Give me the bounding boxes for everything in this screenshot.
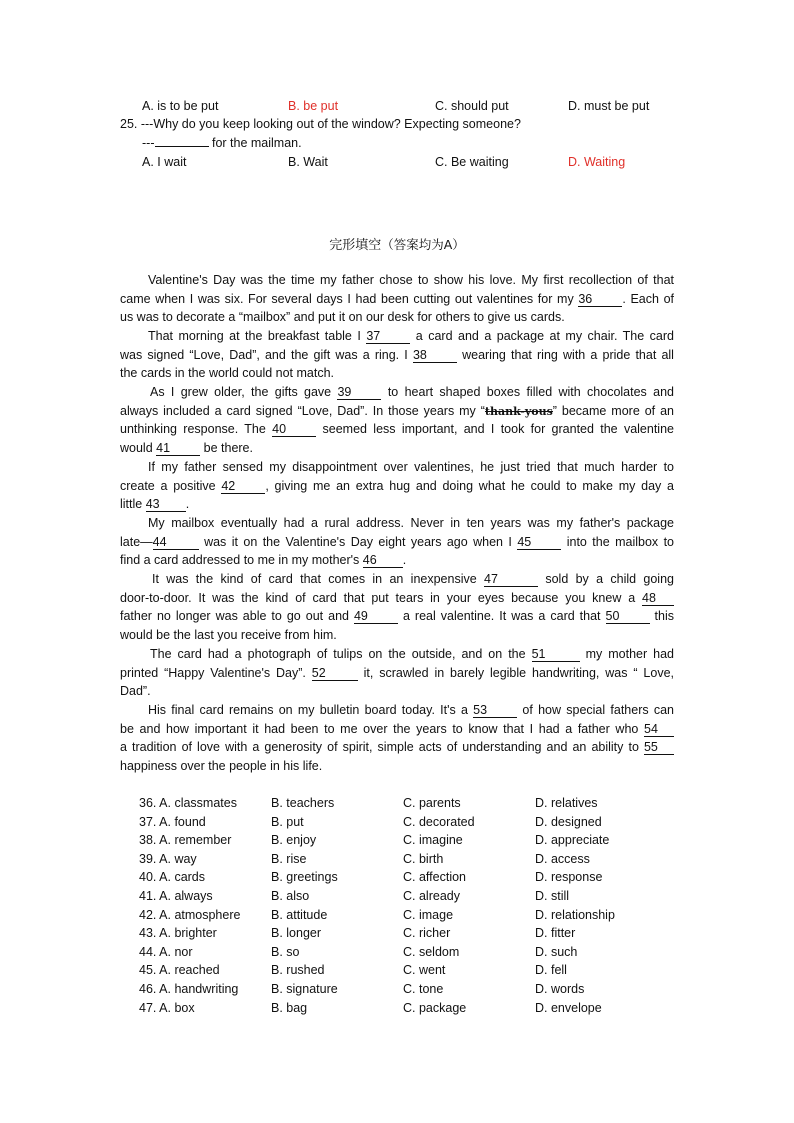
- option-b: B. so: [271, 944, 300, 959]
- option-row: [0, 963, 794, 981]
- text-line: a tradition of love with a generosity of spirit, simple acts of understanding and an ability to 55: [120, 738, 674, 757]
- text-line: late—44 was it on the Valentine's Day eight years ago when I 45 into the mailbox to: [120, 534, 674, 549]
- text-line: door-to-door. It was the kind of card that put tears in your eyes because you knew a 48: [120, 589, 674, 608]
- option-a: 37. A. found: [139, 814, 206, 829]
- option-c: C. seldom: [403, 944, 460, 959]
- option-d: D. such: [535, 944, 578, 959]
- option-c: C. decorated: [403, 814, 475, 829]
- blank-45[interactable]: 45: [517, 535, 561, 550]
- option-a: 44. A. nor: [139, 944, 193, 959]
- cloze-paragraph-2: [120, 327, 674, 383]
- q25-reply-suffix: for the mailman.: [208, 136, 302, 150]
- option-c: C. affection: [403, 870, 467, 885]
- blank-40[interactable]: 40: [272, 422, 316, 437]
- option-d: D. relatives: [535, 796, 598, 810]
- blank-51[interactable]: 51: [532, 647, 580, 662]
- option-b: B. signature: [271, 982, 338, 996]
- cloze-paragraph-4: [120, 458, 674, 514]
- option-a: 40. A. cards: [139, 870, 206, 885]
- cloze-paragraph-6: [120, 570, 674, 644]
- section-title-text: 完形填空: [329, 238, 382, 253]
- thank-yous-word: thank-yous: [484, 404, 553, 418]
- text-line: printed “Happy Valentine's Day”. 52 it, scrawled in barely legible handwriting, was “ Love,: [120, 665, 674, 680]
- option-c: C. parents: [403, 796, 461, 810]
- text-line: The card had a photograph of tulips on the outside, and on the 51 my mother had: [150, 647, 674, 661]
- option-row: [0, 945, 794, 963]
- blank-38[interactable]: 38: [413, 348, 457, 363]
- text-line: As I grew older, the gifts gave 39 to heart shaped boxes filled with chocolates and: [150, 385, 674, 399]
- blank-49[interactable]: 49: [354, 609, 398, 624]
- option-b: B. also: [271, 889, 310, 903]
- option-a: 41. A. always: [139, 889, 213, 903]
- text-line: little 43 .: [120, 497, 190, 512]
- option-row: [0, 1001, 794, 1019]
- text-line: Dad”.: [120, 684, 151, 699]
- text-line: would 41 be there.: [120, 440, 253, 455]
- option-a: 43. A. brighter: [139, 926, 217, 941]
- text-line: was signed “Love, Dad”, and the gift was a ring. I 38 wearing that ring with a pride that all: [120, 347, 674, 362]
- option-b: B. teachers: [271, 796, 335, 810]
- q24-option-c: C. should put: [435, 99, 509, 113]
- q25-option-c: C. Be waiting: [435, 155, 509, 169]
- blank-55[interactable]: 55: [644, 740, 674, 755]
- option-row: [0, 815, 794, 833]
- option-d: D. access: [535, 851, 590, 866]
- text-line: the cards in the world could not match.: [120, 366, 335, 381]
- text-line: My mailbox eventually had a rural address. Never in ten years was my father's package: [148, 516, 674, 530]
- blank-41[interactable]: 41: [156, 441, 200, 456]
- option-row: [0, 852, 794, 870]
- q25-blank: [155, 146, 209, 147]
- blank-42[interactable]: 42: [221, 479, 265, 494]
- option-d: D. response: [535, 870, 603, 885]
- text-line: us was to decorate a “mailbox” and put it on our desk for others to give us cards.: [120, 310, 565, 325]
- text-line: father no longer was able to go out and 49 a real valentine. It was a card that 50 this: [120, 609, 674, 624]
- cloze-paragraph-5: [120, 514, 674, 570]
- blank-48[interactable]: 48: [642, 591, 674, 606]
- option-b: B. rushed: [271, 963, 325, 978]
- option-a: 45. A. reached: [139, 963, 220, 978]
- option-c: C. went: [403, 963, 446, 978]
- text-line: That morning at the breakfast table I 37 a card and a package at my chair. The card: [148, 329, 674, 343]
- option-b: B. rise: [271, 851, 307, 866]
- blank-44[interactable]: 44: [153, 535, 199, 550]
- text-line: came when I was six. For several days I had been cutting out valentines for my 36 . Each of: [120, 291, 674, 306]
- option-d: D. designed: [535, 814, 602, 829]
- option-c: C. image: [403, 907, 454, 922]
- cloze-paragraph-8: [120, 701, 674, 775]
- option-a: 47. A. box: [139, 1000, 195, 1015]
- section-title-note: （答案均为A）: [381, 237, 465, 252]
- option-a: 38. A. remember: [139, 833, 232, 848]
- option-row: [0, 889, 794, 907]
- blank-47[interactable]: 47: [484, 572, 538, 587]
- cloze-paragraph-1: [120, 271, 674, 327]
- option-d: D. appreciate: [535, 833, 610, 848]
- section-title: [0, 234, 794, 253]
- option-d: D. fell: [535, 963, 567, 978]
- option-row: [0, 926, 794, 944]
- blank-36[interactable]: 36: [578, 292, 622, 307]
- option-d: D. still: [535, 889, 570, 903]
- option-a: 42. A. atmosphere: [139, 907, 241, 922]
- text-line: find a card addressed to me in my mother's 46 .: [120, 553, 407, 568]
- option-d: D. relationship: [535, 907, 615, 922]
- q25-question: 25. ---Why do you keep looking out of the window? Expecting someone?: [120, 117, 521, 131]
- text-line: Valentine's Day was the time my father chose to show his love. My first recollection of that: [148, 273, 674, 287]
- blank-46[interactable]: 46: [363, 553, 403, 568]
- option-row: [0, 870, 794, 888]
- text-line: It was the kind of card that comes in an inexpensive 47 sold by a child going: [152, 572, 674, 586]
- option-d: D. fitter: [535, 926, 576, 941]
- option-row: [0, 833, 794, 851]
- option-a: 36. A. classmates: [139, 796, 237, 810]
- option-row: [0, 982, 794, 1000]
- option-d: D. words: [535, 982, 585, 996]
- option-row: [0, 908, 794, 926]
- text-line: His final card remains on my bulletin board today. It's a 53 of how special fathers can: [148, 703, 674, 717]
- option-row: [0, 796, 794, 814]
- blank-52[interactable]: 52: [312, 666, 358, 681]
- q25-option-d-answer: D. Waiting: [568, 155, 626, 169]
- q24-option-d: D. must be put: [568, 99, 650, 113]
- option-a: 46. A. handwriting: [139, 982, 239, 996]
- cloze-paragraph-3: [120, 383, 674, 457]
- text-line: would be the last you receive from him.: [120, 627, 337, 642]
- q25-option-a: A. I wait: [142, 155, 187, 169]
- text-line: unthinking response. The 40 seemed less important, and I took for granted the valentine: [120, 422, 674, 437]
- blank-43[interactable]: 43: [146, 497, 186, 512]
- text-line: If my father sensed my disappointment over valentines, he just tried that much harder to: [148, 460, 674, 474]
- option-b: B. bag: [271, 1000, 308, 1015]
- option-b: B. put: [271, 814, 304, 829]
- option-b: B. attitude: [271, 907, 328, 922]
- q24-option-a: A. is to be put: [142, 99, 219, 113]
- option-b: B. greetings: [271, 870, 338, 885]
- blank-53[interactable]: 53: [473, 703, 517, 718]
- q25-option-b: B. Wait: [288, 155, 328, 169]
- blank-39[interactable]: 39: [337, 385, 381, 400]
- blank-54[interactable]: 54: [644, 722, 674, 737]
- option-c: C. birth: [403, 851, 444, 866]
- q25-reply-prefix: ---: [142, 136, 155, 150]
- q25-reply: [142, 136, 302, 150]
- option-d: D. envelope: [535, 1000, 602, 1015]
- option-c: C. package: [403, 1000, 467, 1015]
- option-b: B. longer: [271, 926, 322, 941]
- option-a: 39. A. way: [139, 851, 197, 866]
- text-line: happiness over the people in his life.: [120, 758, 323, 773]
- option-c: C. richer: [403, 926, 451, 941]
- blank-50[interactable]: 50: [606, 609, 650, 624]
- option-c: C. imagine: [403, 833, 463, 848]
- text-line: create a positive 42 , giving me an extra hug and doing what he could to make my day a: [120, 478, 674, 493]
- option-b: B. enjoy: [271, 833, 317, 848]
- q24-option-b-answer: B. be put: [288, 99, 339, 113]
- option-c: C. tone: [403, 982, 444, 996]
- option-c: C. already: [403, 889, 460, 903]
- text-line: always included a card signed “Love, Dad”. In those years my “thank-yous” became more of an: [120, 403, 674, 418]
- blank-37[interactable]: 37: [366, 329, 410, 344]
- cloze-paragraph-7: [120, 645, 674, 701]
- text-line: be and how important it had been to me over the years to know that I had a father who 54: [120, 720, 674, 739]
